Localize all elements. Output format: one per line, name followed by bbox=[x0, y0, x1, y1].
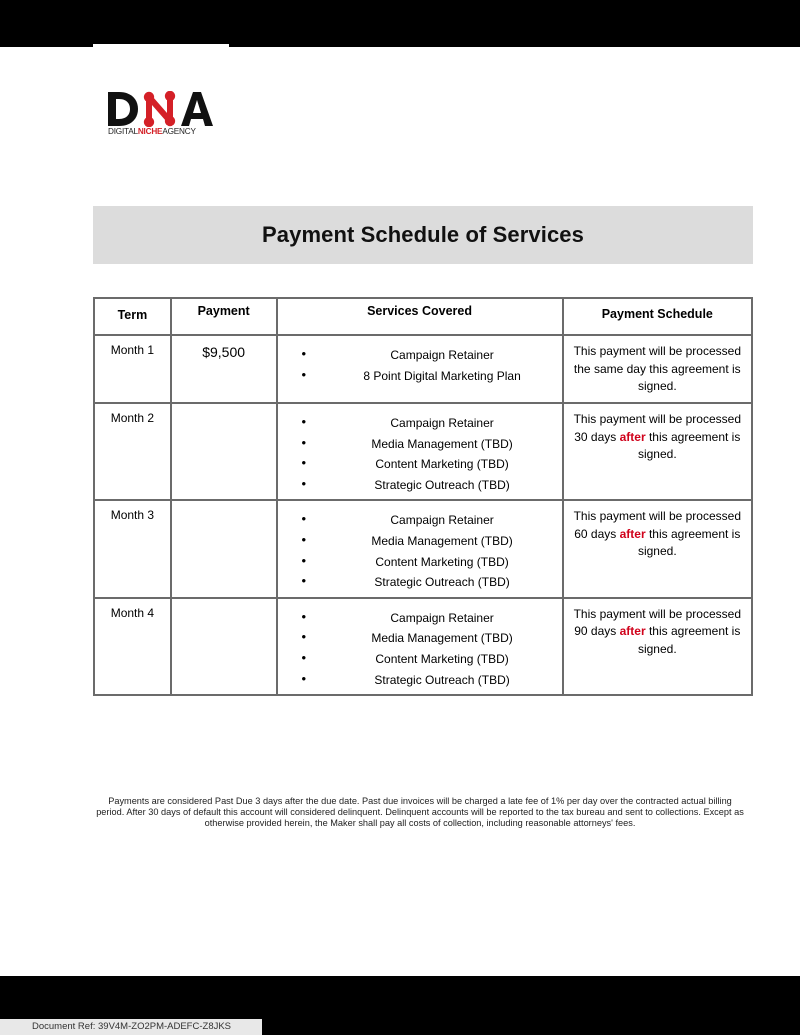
document-reference: Document Ref: 39V4M-ZO2PM-ADEFC-Z8JKS bbox=[0, 1019, 262, 1035]
list-item: • Media Management (TBD) bbox=[278, 434, 562, 455]
logo-subtitle bbox=[108, 127, 196, 137]
term-cell: Month 4 bbox=[94, 598, 171, 695]
table-row bbox=[94, 500, 752, 597]
dna-logo-mark bbox=[107, 91, 215, 127]
list-item: • 8 Point Digital Marketing Plan bbox=[278, 366, 562, 387]
schedule-text: This payment will be processed 60 days bbox=[573, 509, 742, 541]
title-band bbox=[93, 206, 753, 264]
document-page bbox=[0, 47, 800, 976]
table-row bbox=[94, 598, 752, 695]
page-title: Payment Schedule of Services bbox=[262, 222, 584, 247]
top-scan-border bbox=[0, 0, 800, 47]
payment-schedule-table bbox=[93, 297, 753, 696]
services-cell bbox=[277, 598, 563, 695]
dna-logo bbox=[107, 91, 227, 141]
table-header-row bbox=[94, 298, 752, 335]
schedule-text: This payment will be processed the same day this agreement is signed. bbox=[573, 344, 742, 393]
services-list bbox=[278, 510, 562, 592]
list-item: • Campaign Retainer bbox=[278, 510, 562, 531]
payment-cell bbox=[171, 500, 277, 597]
list-item: • Content Marketing (TBD) bbox=[278, 454, 562, 475]
logo-sub-mid: NICHE bbox=[137, 127, 163, 136]
services-cell bbox=[277, 403, 563, 500]
header-term: Term bbox=[94, 298, 171, 335]
term-cell: Month 2 bbox=[94, 403, 171, 500]
term-cell: Month 1 bbox=[94, 335, 171, 403]
after-emphasis: after bbox=[619, 429, 646, 444]
list-item: • Media Management (TBD) bbox=[278, 628, 562, 649]
payment-cell: $9,500 bbox=[171, 335, 277, 403]
list-item: • Campaign Retainer bbox=[278, 413, 562, 434]
list-item: • Campaign Retainer bbox=[278, 608, 562, 629]
header-schedule: Payment Schedule bbox=[563, 298, 752, 335]
schedule-text-end: this agreement is signed. bbox=[637, 624, 741, 656]
schedule-text: This payment will be processed 90 days bbox=[573, 606, 742, 639]
services-cell bbox=[277, 335, 563, 403]
services-list bbox=[278, 345, 562, 386]
list-item: • Campaign Retainer bbox=[278, 345, 562, 366]
term-cell: Month 3 bbox=[94, 500, 171, 597]
schedule-cell bbox=[563, 335, 752, 403]
payment-cell bbox=[171, 598, 277, 695]
schedule-cell bbox=[563, 598, 752, 695]
services-cell bbox=[277, 500, 563, 597]
list-item: • Strategic Outreach (TBD) bbox=[278, 475, 562, 496]
list-item: • Media Management (TBD) bbox=[278, 531, 562, 552]
table-row bbox=[94, 335, 752, 403]
list-item: • Content Marketing (TBD) bbox=[278, 649, 562, 670]
late-payment-terms: Payments are considered Past Due 3 days after the due date. Past due invoices will be charged a late fee of 1% per day over the contracted actual billing period. After 30 days of default this account will considered delinquent. Delinquent accounts will be reported to the tax bureau and sent to collections. Except as otherwise provided herein, the Maker shall pay all costs of collection, including reasonable attorneys' fees. bbox=[96, 796, 744, 829]
schedule-cell bbox=[563, 403, 752, 500]
schedule-text-end: this agreement is signed. bbox=[637, 526, 741, 559]
schedule-text-end: this agreement is signed. bbox=[637, 429, 741, 461]
schedule-text: This payment will be processed 30 days bbox=[573, 412, 742, 444]
services-list bbox=[278, 413, 562, 495]
list-item: • Content Marketing (TBD) bbox=[278, 552, 562, 573]
schedule-cell bbox=[563, 500, 752, 597]
logo-sub-post: AGENCY bbox=[162, 127, 196, 136]
payment-cell bbox=[171, 403, 277, 500]
after-emphasis: after bbox=[619, 624, 646, 639]
logo-sub-pre: DIGITAL bbox=[108, 127, 138, 136]
after-emphasis: after bbox=[619, 526, 646, 541]
list-item: • Strategic Outreach (TBD) bbox=[278, 572, 562, 593]
services-list bbox=[278, 608, 562, 690]
list-item: • Strategic Outreach (TBD) bbox=[278, 670, 562, 691]
header-services: Services Covered bbox=[277, 298, 563, 335]
table-row bbox=[94, 403, 752, 500]
header-payment: Payment bbox=[171, 298, 277, 335]
